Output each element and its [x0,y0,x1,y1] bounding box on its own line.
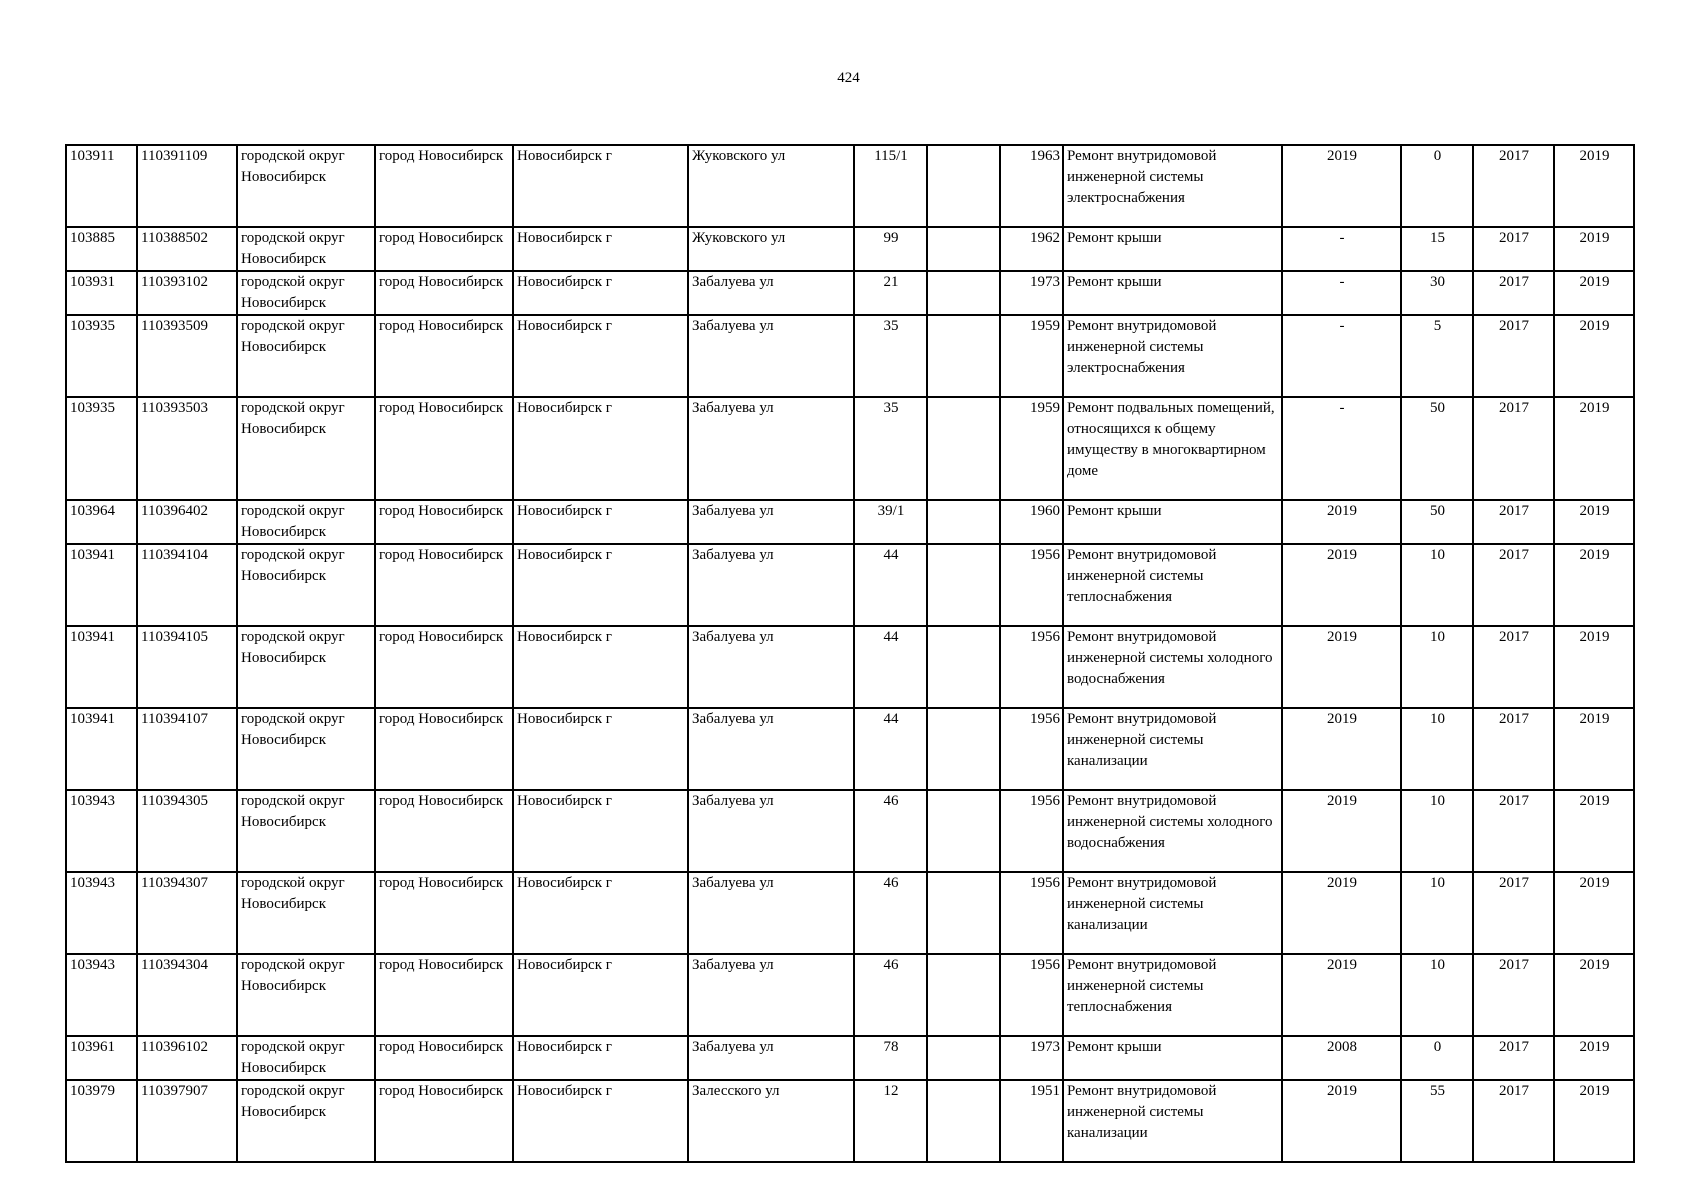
cell-settlement: город Новосибирск [375,145,513,227]
cell-year-built: 1962 [1000,227,1063,271]
cell-id: 103911 [66,145,137,227]
cell-wear: 50 [1401,397,1473,500]
cell-year-built: 1956 [1000,708,1063,790]
cell-work-type: Ремонт внутридомовой инженерной системы теплоснабжения [1063,954,1282,1036]
cell-code: 110394104 [137,544,237,626]
cell-house: 46 [854,954,927,1036]
cell-house: 44 [854,544,927,626]
cell-id: 103979 [66,1080,137,1162]
cell-last-repair: 2019 [1282,626,1401,708]
cell-district: городской округ Новосибирск [237,1036,375,1080]
cell-last-repair: 2019 [1282,500,1401,544]
cell-building [927,145,1000,227]
cell-id: 103941 [66,626,137,708]
cell-plan-to: 2019 [1554,954,1634,1036]
cell-wear: 10 [1401,790,1473,872]
cell-settlement: город Новосибирск [375,1080,513,1162]
cell-district: городской округ Новосибирск [237,145,375,227]
cell-house: 21 [854,271,927,315]
cell-locality: Новосибирск г [513,790,688,872]
cell-plan-to: 2019 [1554,708,1634,790]
cell-last-repair: 2019 [1282,1080,1401,1162]
cell-id: 103931 [66,271,137,315]
cell-plan-to: 2019 [1554,145,1634,227]
cell-work-type: Ремонт крыши [1063,271,1282,315]
cell-house: 78 [854,1036,927,1080]
cell-settlement: город Новосибирск [375,954,513,1036]
table-body [66,145,1634,1162]
cell-locality: Новосибирск г [513,227,688,271]
cell-street: Забалуева ул [688,708,854,790]
cell-plan-to: 2019 [1554,500,1634,544]
cell-last-repair: 2019 [1282,790,1401,872]
cell-house: 39/1 [854,500,927,544]
cell-settlement: город Новосибирск [375,1036,513,1080]
cell-wear: 10 [1401,544,1473,626]
cell-last-repair: - [1282,315,1401,397]
table-row [66,954,1634,1036]
cell-building [927,954,1000,1036]
cell-street: Забалуева ул [688,271,854,315]
cell-code: 110393102 [137,271,237,315]
cell-wear: 10 [1401,708,1473,790]
cell-wear: 10 [1401,626,1473,708]
cell-street: Забалуева ул [688,626,854,708]
cell-street: Забалуева ул [688,954,854,1036]
cell-last-repair: - [1282,227,1401,271]
cell-wear: 0 [1401,1036,1473,1080]
cell-street: Жуковского ул [688,227,854,271]
cell-locality: Новосибирск г [513,500,688,544]
cell-building [927,397,1000,500]
cell-plan-from: 2017 [1473,626,1554,708]
cell-building [927,872,1000,954]
cell-code: 110393503 [137,397,237,500]
cell-district: городской округ Новосибирск [237,397,375,500]
table-row [66,544,1634,626]
cell-code: 110391109 [137,145,237,227]
cell-house: 46 [854,790,927,872]
table-row [66,271,1634,315]
cell-locality: Новосибирск г [513,145,688,227]
cell-last-repair: 2008 [1282,1036,1401,1080]
cell-work-type: Ремонт внутридомовой инженерной системы холодного водоснабжения [1063,790,1282,872]
cell-year-built: 1959 [1000,315,1063,397]
cell-last-repair: 2019 [1282,954,1401,1036]
table-row [66,1036,1634,1080]
cell-locality: Новосибирск г [513,954,688,1036]
cell-building [927,500,1000,544]
cell-locality: Новосибирск г [513,271,688,315]
cell-house: 46 [854,872,927,954]
cell-work-type: Ремонт внутридомовой инженерной системы холодного водоснабжения [1063,626,1282,708]
cell-street: Залесского ул [688,1080,854,1162]
cell-work-type: Ремонт внутридомовой инженерной системы электроснабжения [1063,315,1282,397]
cell-house: 12 [854,1080,927,1162]
cell-settlement: город Новосибирск [375,626,513,708]
cell-code: 110394105 [137,626,237,708]
cell-settlement: город Новосибирск [375,872,513,954]
cell-plan-from: 2017 [1473,145,1554,227]
cell-plan-to: 2019 [1554,1036,1634,1080]
cell-wear: 10 [1401,954,1473,1036]
cell-last-repair: - [1282,397,1401,500]
cell-settlement: город Новосибирск [375,227,513,271]
cell-house: 99 [854,227,927,271]
cell-year-built: 1956 [1000,872,1063,954]
cell-id: 103935 [66,397,137,500]
cell-district: городской округ Новосибирск [237,271,375,315]
table-row [66,315,1634,397]
cell-plan-from: 2017 [1473,1080,1554,1162]
cell-settlement: город Новосибирск [375,708,513,790]
cell-building [927,544,1000,626]
cell-building [927,790,1000,872]
table-row [66,708,1634,790]
cell-district: городской округ Новосибирск [237,790,375,872]
cell-last-repair: 2019 [1282,145,1401,227]
cell-settlement: город Новосибирск [375,397,513,500]
cell-plan-from: 2017 [1473,315,1554,397]
cell-wear: 15 [1401,227,1473,271]
cell-settlement: город Новосибирск [375,790,513,872]
cell-plan-to: 2019 [1554,271,1634,315]
cell-code: 110394304 [137,954,237,1036]
cell-work-type: Ремонт крыши [1063,500,1282,544]
cell-building [927,271,1000,315]
cell-year-built: 1973 [1000,271,1063,315]
cell-last-repair: 2019 [1282,544,1401,626]
cell-year-built: 1973 [1000,1036,1063,1080]
cell-street: Забалуева ул [688,397,854,500]
cell-year-built: 1956 [1000,954,1063,1036]
cell-street: Жуковского ул [688,145,854,227]
cell-year-built: 1959 [1000,397,1063,500]
cell-locality: Новосибирск г [513,1036,688,1080]
cell-year-built: 1951 [1000,1080,1063,1162]
cell-year-built: 1956 [1000,544,1063,626]
table-row [66,397,1634,500]
cell-locality: Новосибирск г [513,315,688,397]
cell-settlement: город Новосибирск [375,544,513,626]
cell-locality: Новосибирск г [513,872,688,954]
cell-id: 103943 [66,954,137,1036]
cell-year-built: 1956 [1000,626,1063,708]
cell-plan-to: 2019 [1554,544,1634,626]
cell-street: Забалуева ул [688,790,854,872]
cell-id: 103964 [66,500,137,544]
cell-plan-to: 2019 [1554,872,1634,954]
cell-house: 44 [854,708,927,790]
cell-code: 110394307 [137,872,237,954]
cell-plan-from: 2017 [1473,500,1554,544]
cell-plan-from: 2017 [1473,271,1554,315]
cell-work-type: Ремонт крыши [1063,227,1282,271]
cell-building [927,1080,1000,1162]
cell-locality: Новосибирск г [513,544,688,626]
cell-locality: Новосибирск г [513,708,688,790]
cell-building [927,708,1000,790]
cell-wear: 55 [1401,1080,1473,1162]
table-row [66,790,1634,872]
page-number: 424 [837,70,860,86]
cell-locality: Новосибирск г [513,1080,688,1162]
cell-house: 44 [854,626,927,708]
cell-wear: 10 [1401,872,1473,954]
cell-district: городской округ Новосибирск [237,544,375,626]
cell-street: Забалуева ул [688,872,854,954]
cell-code: 110397907 [137,1080,237,1162]
cell-district: городской округ Новосибирск [237,315,375,397]
cell-house: 35 [854,315,927,397]
table-row [66,872,1634,954]
table-row [66,626,1634,708]
cell-settlement: город Новосибирск [375,315,513,397]
cell-street: Забалуева ул [688,544,854,626]
cell-id: 103943 [66,872,137,954]
cell-settlement: город Новосибирск [375,271,513,315]
cell-district: городской округ Новосибирск [237,227,375,271]
cell-id: 103941 [66,708,137,790]
cell-wear: 0 [1401,145,1473,227]
cell-district: городской округ Новосибирск [237,500,375,544]
cell-district: городской округ Новосибирск [237,954,375,1036]
cell-locality: Новосибирск г [513,626,688,708]
cell-plan-from: 2017 [1473,954,1554,1036]
table-row [66,145,1634,227]
cell-work-type: Ремонт внутридомовой инженерной системы канализации [1063,708,1282,790]
cell-building [927,1036,1000,1080]
cell-street: Забалуева ул [688,315,854,397]
cell-plan-to: 2019 [1554,227,1634,271]
cell-wear: 50 [1401,500,1473,544]
cell-code: 110396102 [137,1036,237,1080]
cell-last-repair: 2019 [1282,708,1401,790]
cell-street: Забалуева ул [688,500,854,544]
cell-work-type: Ремонт внутридомовой инженерной системы электроснабжения [1063,145,1282,227]
cell-year-built: 1963 [1000,145,1063,227]
cell-code: 110394107 [137,708,237,790]
cell-id: 103935 [66,315,137,397]
cell-house: 115/1 [854,145,927,227]
table-row [66,1080,1634,1162]
cell-building [927,626,1000,708]
cell-id: 103941 [66,544,137,626]
cell-work-type: Ремонт внутридомовой инженерной системы теплоснабжения [1063,544,1282,626]
cell-work-type: Ремонт внутридомовой инженерной системы канализации [1063,872,1282,954]
cell-plan-from: 2017 [1473,790,1554,872]
cell-work-type: Ремонт крыши [1063,1036,1282,1080]
cell-plan-to: 2019 [1554,315,1634,397]
cell-plan-from: 2017 [1473,1036,1554,1080]
cell-plan-to: 2019 [1554,626,1634,708]
cell-code: 110396402 [137,500,237,544]
cell-plan-to: 2019 [1554,1080,1634,1162]
cell-last-repair: 2019 [1282,872,1401,954]
cell-work-type: Ремонт внутридомовой инженерной системы канализации [1063,1080,1282,1162]
cell-id: 103885 [66,227,137,271]
cell-plan-from: 2017 [1473,872,1554,954]
cell-work-type: Ремонт подвальных помещений, относящихся к общему имуществу в многоквартирном доме [1063,397,1282,500]
table-row [66,227,1634,271]
cell-year-built: 1956 [1000,790,1063,872]
table-row [66,500,1634,544]
cell-district: городской округ Новосибирск [237,626,375,708]
cell-year-built: 1960 [1000,500,1063,544]
cell-code: 110393509 [137,315,237,397]
cell-plan-to: 2019 [1554,397,1634,500]
cell-last-repair: - [1282,271,1401,315]
cell-plan-from: 2017 [1473,397,1554,500]
cell-building [927,227,1000,271]
cell-code: 110394305 [137,790,237,872]
cell-district: городской округ Новосибирск [237,708,375,790]
cell-district: городской округ Новосибирск [237,1080,375,1162]
cell-plan-from: 2017 [1473,708,1554,790]
cell-settlement: город Новосибирск [375,500,513,544]
cell-district: городской округ Новосибирск [237,872,375,954]
repair-schedule-table [65,144,1635,1163]
cell-id: 103943 [66,790,137,872]
cell-code: 110388502 [137,227,237,271]
cell-plan-to: 2019 [1554,790,1634,872]
cell-wear: 5 [1401,315,1473,397]
cell-plan-from: 2017 [1473,227,1554,271]
cell-house: 35 [854,397,927,500]
cell-wear: 30 [1401,271,1473,315]
cell-locality: Новосибирск г [513,397,688,500]
cell-plan-from: 2017 [1473,544,1554,626]
cell-building [927,315,1000,397]
cell-id: 103961 [66,1036,137,1080]
cell-street: Забалуева ул [688,1036,854,1080]
